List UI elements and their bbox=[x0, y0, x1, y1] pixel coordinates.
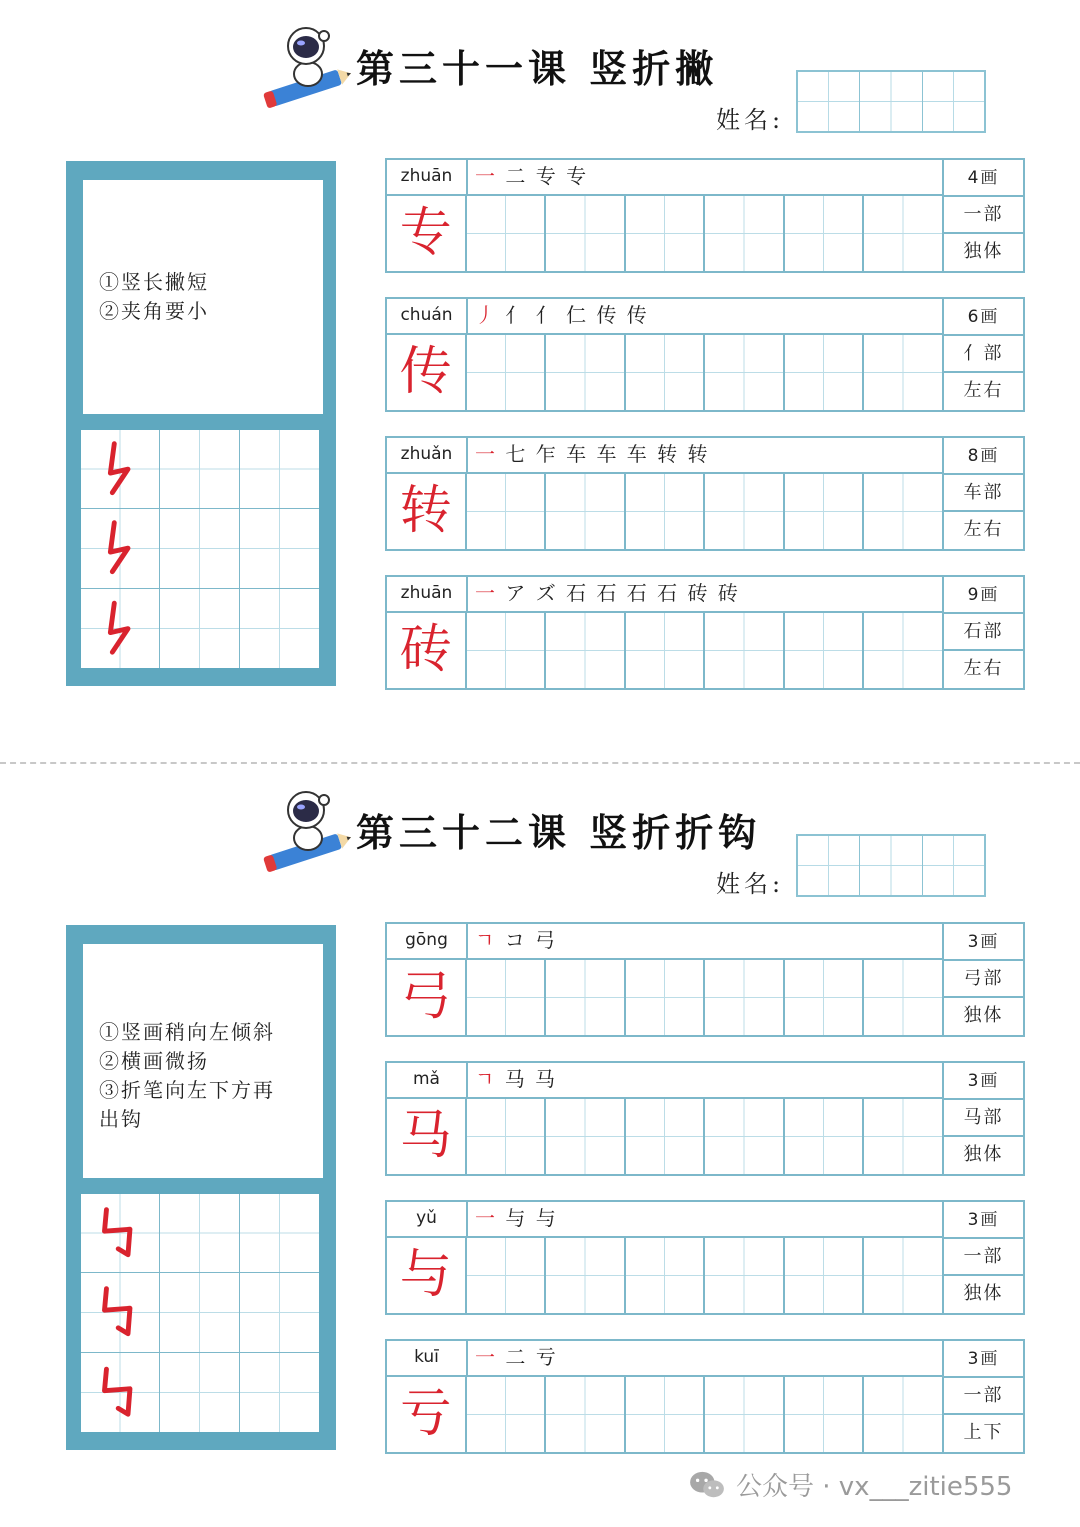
char-block bbox=[385, 922, 1025, 1037]
tip-list bbox=[99, 1018, 309, 1134]
char-block bbox=[385, 575, 1025, 690]
stroke-example-cell bbox=[81, 430, 160, 509]
stroke-step: 马 bbox=[504, 1067, 527, 1091]
model-character: 与 bbox=[399, 1245, 452, 1305]
model-character: 传 bbox=[399, 342, 452, 402]
structure-label: 左右 bbox=[963, 658, 1004, 679]
radical-label: 车部 bbox=[944, 475, 1023, 512]
writing-cell[interactable] bbox=[705, 1099, 785, 1174]
stroke-step: 石 bbox=[566, 581, 589, 605]
stroke-step: 一 bbox=[475, 1206, 497, 1230]
writing-cell[interactable] bbox=[785, 335, 865, 410]
writing-cell[interactable] bbox=[705, 335, 785, 410]
stroke-step: 七 bbox=[505, 442, 528, 466]
char-block bbox=[385, 158, 1025, 273]
pinyin-label: yǔ bbox=[387, 1202, 468, 1236]
char-info-column bbox=[942, 1341, 1023, 1452]
practice-cell[interactable] bbox=[160, 1194, 239, 1273]
writing-cell[interactable] bbox=[626, 1099, 706, 1174]
tip-box bbox=[83, 944, 323, 1178]
pinyin-label: kuī bbox=[387, 1341, 468, 1375]
char-header-row bbox=[387, 1202, 1023, 1238]
stroke-step: 乍 bbox=[535, 442, 558, 466]
stroke-panel bbox=[66, 925, 336, 1450]
practice-cell[interactable] bbox=[240, 1273, 319, 1352]
char-header-row bbox=[387, 1063, 1023, 1099]
tip-item: ①竖画稍向左倾斜 bbox=[99, 1020, 275, 1044]
writing-cell[interactable] bbox=[467, 1238, 547, 1313]
model-char-cell bbox=[387, 960, 467, 1035]
vertical-bend-bend-hook-stroke-icon bbox=[81, 1194, 159, 1272]
stroke-step: 传 bbox=[596, 303, 619, 327]
stroke-step: 车 bbox=[596, 442, 619, 466]
tip-item: ②横画微扬 bbox=[99, 1049, 209, 1073]
structure-label: 独体 bbox=[963, 241, 1004, 262]
char-info-column bbox=[942, 577, 1023, 688]
structure-label: 上下 bbox=[963, 1422, 1004, 1443]
writing-cell[interactable] bbox=[467, 335, 547, 410]
model-char-cell bbox=[387, 1099, 467, 1174]
name-label: 姓名: bbox=[716, 106, 785, 134]
writing-cell[interactable] bbox=[546, 196, 626, 271]
structure-label: 独体 bbox=[963, 1005, 1004, 1026]
char-info-column bbox=[942, 1063, 1023, 1174]
stroke-step: 弓 bbox=[535, 928, 558, 952]
writing-cell[interactable] bbox=[864, 1099, 944, 1174]
watermark bbox=[688, 1466, 1012, 1503]
stroke-order-sequence bbox=[475, 299, 649, 333]
writing-cell[interactable] bbox=[467, 474, 547, 549]
writing-cell[interactable] bbox=[546, 960, 626, 1035]
pinyin-label: zhuǎn bbox=[387, 438, 468, 472]
radical-label: 一部 bbox=[944, 1378, 1023, 1415]
name-cell[interactable] bbox=[923, 72, 984, 131]
stroke-step: 二 bbox=[505, 164, 528, 188]
model-char-cell bbox=[387, 1377, 467, 1452]
stroke-example-cell bbox=[81, 589, 160, 668]
writing-cell[interactable] bbox=[626, 1377, 706, 1452]
lesson-31 bbox=[0, 0, 1080, 700]
radical-label: 石部 bbox=[944, 614, 1023, 651]
stroke-step: 专 bbox=[535, 164, 558, 188]
stroke-step: 石 bbox=[626, 581, 649, 605]
char-header-row bbox=[387, 1341, 1023, 1377]
stroke-step: ズ bbox=[535, 581, 558, 605]
writing-cell[interactable] bbox=[467, 613, 547, 688]
tip-item: ②夹角要小 bbox=[99, 299, 209, 323]
stroke-step: 专 bbox=[566, 164, 589, 188]
writing-cell[interactable] bbox=[785, 1238, 865, 1313]
stroke-step: 亻 bbox=[535, 303, 558, 327]
lesson-32 bbox=[0, 764, 1080, 1464]
writing-grid bbox=[387, 1099, 944, 1174]
char-header-row bbox=[387, 924, 1023, 960]
writing-cell[interactable] bbox=[546, 1099, 626, 1174]
stroke-step: 丿 bbox=[475, 303, 497, 327]
model-character: 专 bbox=[399, 203, 452, 263]
vertical-bend-sweep-stroke-icon bbox=[81, 430, 159, 508]
stroke-step: 一 bbox=[475, 442, 497, 466]
char-block bbox=[385, 1339, 1025, 1454]
name-label: 姓名: bbox=[716, 870, 785, 898]
name-cell[interactable] bbox=[860, 72, 922, 131]
char-header-row bbox=[387, 299, 1023, 335]
pinyin-label: gōng bbox=[387, 924, 468, 958]
writing-cell[interactable] bbox=[546, 474, 626, 549]
radical-label: 亻部 bbox=[944, 336, 1023, 373]
writing-cell[interactable] bbox=[785, 960, 865, 1035]
stroke-example-cell bbox=[81, 1194, 160, 1273]
char-block bbox=[385, 1200, 1025, 1315]
char-header-row bbox=[387, 438, 1023, 474]
stroke-order-sequence bbox=[475, 1341, 558, 1375]
writing-cell[interactable] bbox=[864, 335, 944, 410]
stroke-practice-grid bbox=[81, 1194, 319, 1432]
pinyin-label: chuán bbox=[387, 299, 468, 333]
writing-cell[interactable] bbox=[785, 1099, 865, 1174]
radical-label: 弓部 bbox=[944, 961, 1023, 998]
writing-cell[interactable] bbox=[467, 196, 547, 271]
tip-box bbox=[83, 180, 323, 414]
stroke-step: 车 bbox=[626, 442, 649, 466]
pinyin-label: mǎ bbox=[387, 1063, 468, 1097]
stroke-order-sequence bbox=[475, 1063, 557, 1097]
practice-cell[interactable] bbox=[240, 1353, 319, 1432]
stroke-step: 传 bbox=[626, 303, 649, 327]
char-info-column bbox=[942, 160, 1023, 271]
stroke-step: コ bbox=[504, 928, 527, 952]
model-char-cell bbox=[387, 335, 467, 410]
stroke-step: ㄱ bbox=[475, 928, 497, 952]
char-header-row bbox=[387, 577, 1023, 613]
stroke-count-label: 6画 bbox=[944, 299, 1023, 336]
writing-cell[interactable] bbox=[546, 1238, 626, 1313]
practice-cell[interactable] bbox=[160, 1353, 239, 1432]
char-block bbox=[385, 436, 1025, 551]
stroke-step: 与 bbox=[505, 1206, 528, 1230]
stroke-order-sequence bbox=[475, 438, 710, 472]
writing-cell[interactable] bbox=[705, 960, 785, 1035]
writing-grid bbox=[387, 474, 944, 549]
char-info-column bbox=[942, 299, 1023, 410]
structure-label: 左右 bbox=[963, 380, 1004, 401]
name-cell[interactable] bbox=[798, 72, 860, 131]
model-character: 转 bbox=[399, 481, 452, 541]
stroke-count-label: 3画 bbox=[944, 1202, 1023, 1239]
stroke-step: 马 bbox=[535, 1067, 558, 1091]
stroke-step: 车 bbox=[566, 442, 589, 466]
writing-cell[interactable] bbox=[785, 1377, 865, 1452]
stroke-order-sequence bbox=[475, 577, 740, 611]
lesson-title: 第三十一课 竖折撇 bbox=[356, 46, 719, 91]
stroke-count-label: 3画 bbox=[944, 924, 1023, 961]
stroke-step: 转 bbox=[687, 442, 710, 466]
stroke-order-sequence bbox=[475, 1202, 558, 1236]
stroke-step: 转 bbox=[657, 442, 680, 466]
name-cell[interactable] bbox=[798, 836, 860, 895]
writing-cell[interactable] bbox=[785, 196, 865, 271]
wechat-icon bbox=[688, 1470, 726, 1500]
model-character: 亏 bbox=[399, 1384, 452, 1444]
practice-cell[interactable] bbox=[240, 1194, 319, 1273]
name-cell[interactable] bbox=[860, 836, 922, 895]
structure-label: 独体 bbox=[963, 1283, 1004, 1304]
writing-cell[interactable] bbox=[785, 613, 865, 688]
practice-cell[interactable] bbox=[240, 589, 319, 668]
vertical-bend-bend-hook-stroke-icon bbox=[81, 1353, 159, 1432]
tip-item: ①竖长撇短 bbox=[99, 270, 209, 294]
stroke-panel bbox=[66, 161, 336, 686]
char-header-row bbox=[387, 160, 1023, 196]
stroke-example-cell bbox=[81, 1353, 160, 1432]
name-cell[interactable] bbox=[923, 836, 984, 895]
stroke-example-cell bbox=[81, 1273, 160, 1352]
writing-cell[interactable] bbox=[785, 474, 865, 549]
writing-cell[interactable] bbox=[864, 196, 944, 271]
lesson-title: 第三十二课 竖折折钩 bbox=[356, 810, 762, 855]
writing-cell[interactable] bbox=[864, 960, 944, 1035]
writing-cell[interactable] bbox=[864, 1238, 944, 1313]
writing-cell[interactable] bbox=[626, 335, 706, 410]
model-char-cell bbox=[387, 1238, 467, 1313]
radical-label: 一部 bbox=[944, 197, 1023, 234]
writing-cell[interactable] bbox=[467, 1099, 547, 1174]
practice-cell[interactable] bbox=[160, 589, 239, 668]
stroke-count-label: 9画 bbox=[944, 577, 1023, 614]
writing-cell[interactable] bbox=[864, 474, 944, 549]
stroke-count-label: 3画 bbox=[944, 1341, 1023, 1378]
writing-grid bbox=[387, 1238, 944, 1313]
writing-cell[interactable] bbox=[626, 1238, 706, 1313]
stroke-count-label: 8画 bbox=[944, 438, 1023, 475]
writing-cell[interactable] bbox=[626, 960, 706, 1035]
tip-item: ③折笔向左下方再 bbox=[99, 1078, 275, 1102]
writing-cell[interactable] bbox=[546, 1377, 626, 1452]
pinyin-label: zhuān bbox=[387, 160, 468, 194]
stroke-step: 石 bbox=[657, 581, 680, 605]
stroke-example-cell bbox=[81, 509, 160, 588]
writing-cell[interactable] bbox=[626, 196, 706, 271]
writing-grid bbox=[387, 613, 944, 688]
char-block bbox=[385, 1061, 1025, 1176]
vertical-bend-sweep-stroke-icon bbox=[81, 509, 159, 587]
writing-cell[interactable] bbox=[864, 613, 944, 688]
char-info-column bbox=[942, 438, 1023, 549]
stroke-step: 一 bbox=[475, 1345, 497, 1369]
tip-item: 出钩 bbox=[99, 1107, 143, 1131]
writing-cell[interactable] bbox=[546, 335, 626, 410]
tip-list bbox=[99, 268, 309, 326]
model-char-cell bbox=[387, 196, 467, 271]
model-character: 砖 bbox=[399, 620, 452, 680]
structure-label: 独体 bbox=[963, 1144, 1004, 1165]
stroke-step: 砖 bbox=[717, 581, 740, 605]
radical-label: 马部 bbox=[944, 1100, 1023, 1137]
writing-grid bbox=[387, 196, 944, 271]
stroke-count-label: 4画 bbox=[944, 160, 1023, 197]
stroke-step: 亻 bbox=[505, 303, 528, 327]
watermark-text: 公众号 · vx___zitie555 bbox=[736, 1472, 1013, 1502]
stroke-practice-grid bbox=[81, 430, 319, 668]
writing-cell[interactable] bbox=[626, 613, 706, 688]
stroke-step: 二 bbox=[505, 1345, 528, 1369]
writing-cell[interactable] bbox=[626, 474, 706, 549]
stroke-step: 一 bbox=[475, 164, 497, 188]
model-char-cell bbox=[387, 474, 467, 549]
model-character: 弓 bbox=[399, 967, 452, 1027]
writing-grid bbox=[387, 335, 944, 410]
writing-cell[interactable] bbox=[467, 960, 547, 1035]
stroke-step: ア bbox=[505, 581, 528, 605]
writing-cell[interactable] bbox=[546, 613, 626, 688]
practice-cell[interactable] bbox=[160, 430, 239, 509]
practice-cell[interactable] bbox=[160, 509, 239, 588]
practice-cell[interactable] bbox=[160, 1273, 239, 1352]
stroke-step: 亏 bbox=[535, 1345, 558, 1369]
stroke-step: 与 bbox=[535, 1206, 558, 1230]
radical-label: 一部 bbox=[944, 1239, 1023, 1276]
char-block bbox=[385, 297, 1025, 412]
structure-label: 左右 bbox=[963, 519, 1004, 540]
char-info-column bbox=[942, 924, 1023, 1035]
char-info-column bbox=[942, 1202, 1023, 1313]
practice-cell[interactable] bbox=[240, 509, 319, 588]
stroke-count-label: 3画 bbox=[944, 1063, 1023, 1100]
writing-cell[interactable] bbox=[705, 1377, 785, 1452]
pinyin-label: zhuān bbox=[387, 577, 468, 611]
stroke-step: 一 bbox=[475, 581, 497, 605]
stroke-step: 仁 bbox=[566, 303, 589, 327]
stroke-step: 石 bbox=[596, 581, 619, 605]
writing-cell[interactable] bbox=[705, 474, 785, 549]
name-input-grid[interactable] bbox=[796, 70, 986, 133]
writing-cell[interactable] bbox=[467, 1377, 547, 1452]
astronaut-pencil-icon bbox=[256, 784, 356, 874]
writing-grid bbox=[387, 960, 944, 1035]
practice-cell[interactable] bbox=[240, 430, 319, 509]
stroke-step: 砖 bbox=[687, 581, 710, 605]
model-char-cell bbox=[387, 613, 467, 688]
writing-cell[interactable] bbox=[705, 1238, 785, 1313]
writing-grid bbox=[387, 1377, 944, 1452]
stroke-step: ㄱ bbox=[475, 1067, 497, 1091]
stroke-order-sequence bbox=[475, 160, 588, 194]
writing-cell[interactable] bbox=[705, 196, 785, 271]
vertical-bend-bend-hook-stroke-icon bbox=[81, 1273, 159, 1351]
writing-cell[interactable] bbox=[864, 1377, 944, 1452]
stroke-order-sequence bbox=[475, 924, 557, 958]
model-character: 马 bbox=[399, 1106, 452, 1166]
astronaut-pencil-icon bbox=[256, 20, 356, 110]
vertical-bend-sweep-stroke-icon bbox=[81, 589, 159, 668]
name-input-grid[interactable] bbox=[796, 834, 986, 897]
writing-cell[interactable] bbox=[705, 613, 785, 688]
